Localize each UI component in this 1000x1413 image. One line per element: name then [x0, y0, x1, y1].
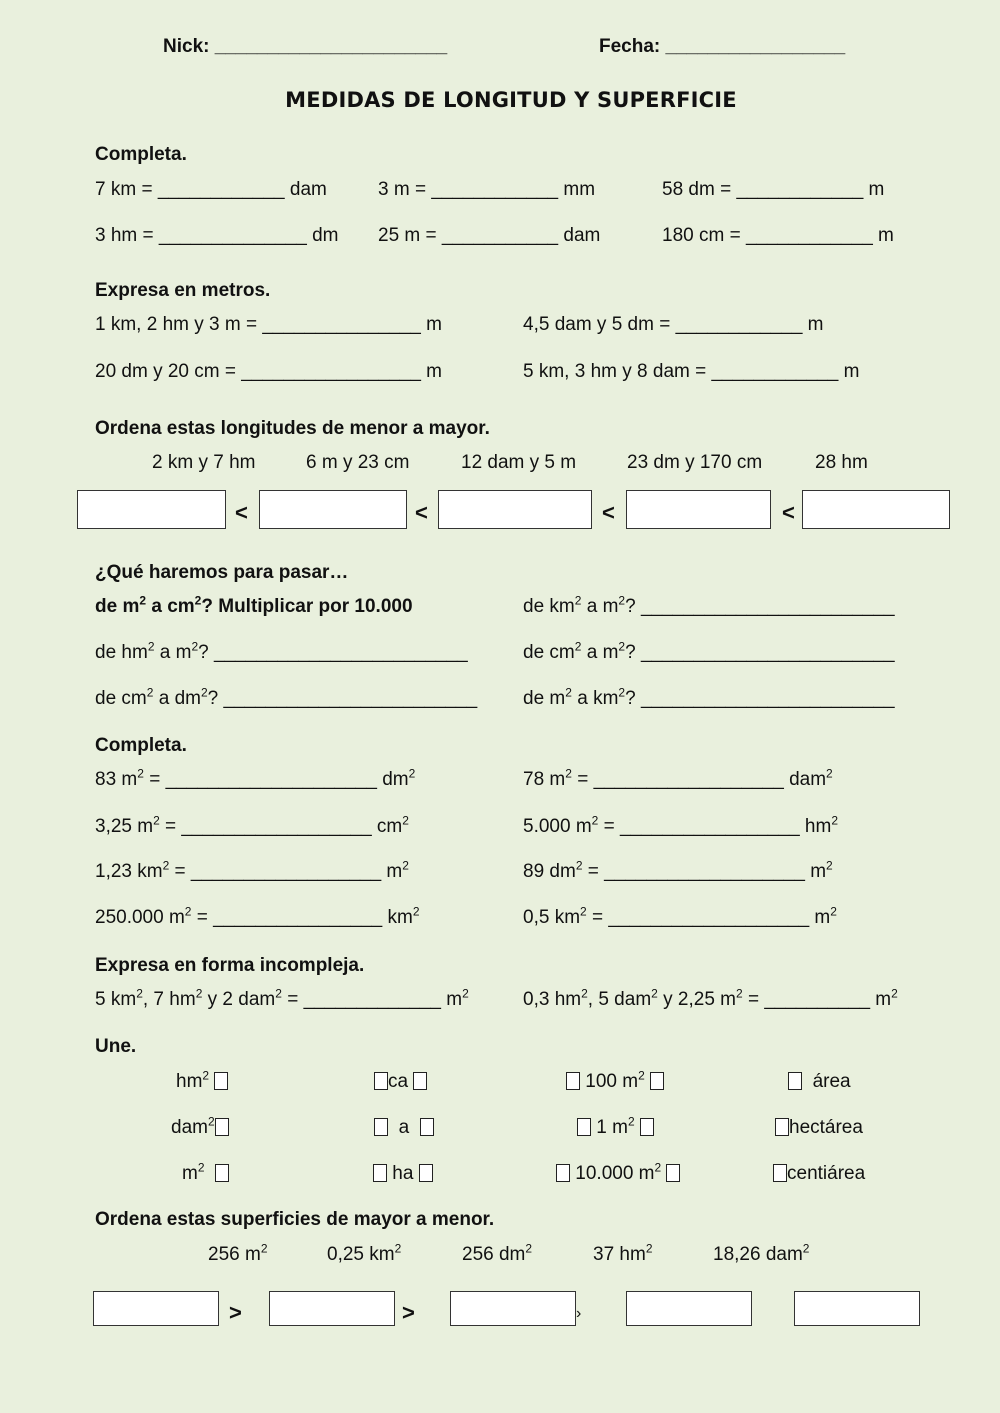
area-exercise[interactable]: 1,23 $km^2$ = __________________ $m^2$ [95, 858, 409, 882]
match-item-col1: $hm^2$ [176, 1071, 228, 1093]
exercise-item[interactable]: 1 km, 2 hm y 3 m = _______________ m [95, 314, 442, 335]
area-exercise[interactable]: 0,5 $km^2$ = ___________________ $m^2$ [523, 904, 837, 928]
order-answer-box[interactable] [626, 1291, 752, 1326]
exercise-item[interactable]: 7 km = ____________ dam [95, 179, 327, 200]
match-checkbox[interactable] [773, 1164, 787, 1182]
match-item-col1: $m^2$ [182, 1163, 229, 1185]
match-checkbox[interactable] [775, 1118, 789, 1136]
conversion-question[interactable]: de $cm^2$ a $dm^2$? ________________________ [95, 685, 478, 709]
surface-item: 18,26 dam$^2$ [713, 1241, 810, 1265]
incomplex-exercise[interactable]: 0,3 $hm^2$, 5 dam$^2$ y 2,25 $m^2$ = __________ $m^2$ [523, 986, 898, 1010]
less-than-sign: < [415, 500, 428, 525]
partial-sign: › [576, 1305, 582, 1322]
greater-than-sign: > [229, 1300, 242, 1325]
match-checkbox[interactable] [788, 1072, 802, 1090]
match-checkbox[interactable] [373, 1164, 387, 1182]
order-answer-box[interactable] [438, 490, 592, 529]
match-checkbox[interactable] [413, 1072, 427, 1090]
order-answer-box[interactable] [802, 490, 950, 529]
length-item: 12 dam y 5 m [461, 452, 577, 473]
conversion-question[interactable]: de $m^2$ a $km^2$? ________________________ [523, 685, 895, 709]
exercise-item[interactable]: 25 m = ___________ dam [378, 225, 601, 246]
section-heading-ordena-longitudes: Ordena estas longitudes de menor a mayor. [95, 418, 490, 439]
match-checkbox[interactable] [566, 1072, 580, 1090]
surface-item: 0,25 $km^2$ [327, 1241, 402, 1265]
order-answer-box[interactable] [259, 490, 407, 529]
match-checkbox[interactable] [556, 1164, 570, 1182]
match-checkbox[interactable] [374, 1118, 388, 1136]
match-checkbox[interactable] [650, 1072, 664, 1090]
section-heading-completa-1: Completa. [95, 144, 187, 165]
area-exercise[interactable]: 78 $m^2$ = __________________ dam$^2$ [523, 766, 833, 790]
exercise-item[interactable]: 180 cm = ____________ m [662, 225, 894, 246]
match-item-col2: ha [373, 1163, 433, 1185]
match-item-col2: ca [374, 1071, 427, 1093]
area-exercise[interactable]: 89 $dm^2$ = ___________________ $m^2$ [523, 858, 833, 882]
exercise-item[interactable]: 20 dm y 20 cm = _________________ m [95, 361, 443, 382]
area-exercise[interactable]: 83 $m^2$ = ____________________ $dm^2$ [95, 766, 416, 790]
match-checkbox[interactable] [666, 1164, 680, 1182]
match-item-col3: 1 $m^2$ [577, 1117, 654, 1139]
incomplex-exercise[interactable]: 5 $km^2$, 7 $hm^2$ y 2 dam$^2$ = _____________ $m^2$ [95, 986, 469, 1010]
exercise-item[interactable]: 3 hm = ______________ dm [95, 225, 339, 246]
match-checkbox[interactable] [420, 1118, 434, 1136]
surface-item: 256 $dm^2$ [462, 1241, 533, 1265]
fecha-field[interactable]: Fecha: _________________ [599, 36, 846, 57]
surface-item: 37 $hm^2$ [593, 1241, 653, 1265]
match-item-col4: área [788, 1071, 851, 1093]
conversion-question[interactable]: de $cm^2$ a $m^2$? ________________________ [523, 639, 895, 663]
match-checkbox[interactable] [214, 1072, 228, 1090]
area-exercise[interactable]: 250.000 $m^2$ = ________________ $km^2$ [95, 904, 420, 928]
match-item-col4: centiárea [773, 1163, 865, 1185]
match-item-col1: dam$^2$ [171, 1117, 229, 1139]
section-heading-forma-incompleja: Expresa en forma incompleja. [95, 955, 365, 976]
order-answer-box[interactable] [626, 490, 771, 529]
less-than-sign: < [602, 500, 615, 525]
conversion-question[interactable]: de $hm^2$ a $m^2$? ________________________ [95, 639, 468, 663]
less-than-sign: < [782, 500, 795, 525]
exercise-item[interactable]: 4,5 dam y 5 dm = ____________ m [523, 314, 824, 335]
order-answer-box[interactable] [269, 1291, 395, 1326]
nick-field[interactable]: Nick: ______________________ [163, 36, 448, 57]
page-title: MEDIDAS DE LONGITUD Y SUPERFICIE [285, 88, 737, 112]
section-heading-une: Une. [95, 1036, 137, 1057]
section-heading-completa-2: Completa. [95, 735, 187, 756]
match-checkbox[interactable] [215, 1118, 229, 1136]
conversion-question[interactable]: de $km^2$ a $m^2$? ________________________ [523, 593, 895, 617]
length-item: 23 dm y 170 cm [627, 452, 763, 473]
exercise-item[interactable]: 3 m = ____________ mm [378, 179, 596, 200]
length-item: 6 m y 23 cm [306, 452, 410, 473]
match-item-col3: 100 $m^2$ [566, 1071, 664, 1093]
exercise-item[interactable]: 58 dm = ____________ m [662, 179, 885, 200]
match-item-col4: hectárea [775, 1117, 863, 1139]
section-heading-que-haremos: ¿Qué haremos para pasar… [95, 562, 349, 583]
match-checkbox[interactable] [374, 1072, 388, 1090]
surface-item: 256 $m^2$ [208, 1241, 268, 1265]
order-answer-box[interactable] [77, 490, 226, 529]
match-checkbox[interactable] [215, 1164, 229, 1182]
order-answer-box[interactable] [450, 1291, 576, 1326]
area-exercise[interactable]: 5.000 $m^2$ = _________________ $hm^2$ [523, 813, 839, 837]
less-than-sign: < [235, 500, 248, 525]
section-heading-expresa-metros: Expresa en metros. [95, 280, 271, 301]
conversion-example: de $m^2$ a $cm^2$? Multiplicar por 10.000 [95, 593, 413, 617]
match-checkbox[interactable] [577, 1118, 591, 1136]
section-heading-ordena-superficies: Ordena estas superficies de mayor a menor. [95, 1209, 495, 1230]
match-item-col2: a [374, 1117, 434, 1139]
match-item-col3: 10.000 $m^2$ [556, 1163, 680, 1185]
order-answer-box[interactable] [794, 1291, 920, 1326]
order-answer-box[interactable] [93, 1291, 219, 1326]
match-checkbox[interactable] [640, 1118, 654, 1136]
length-item: 28 hm [815, 452, 868, 473]
greater-than-sign: > [402, 1300, 415, 1325]
match-checkbox[interactable] [419, 1164, 433, 1182]
length-item: 2 km y 7 hm [152, 452, 256, 473]
exercise-item[interactable]: 5 km, 3 hm y 8 dam = ____________ m [523, 361, 860, 382]
area-exercise[interactable]: 3,25 $m^2$ = __________________ $cm^2$ [95, 813, 409, 837]
